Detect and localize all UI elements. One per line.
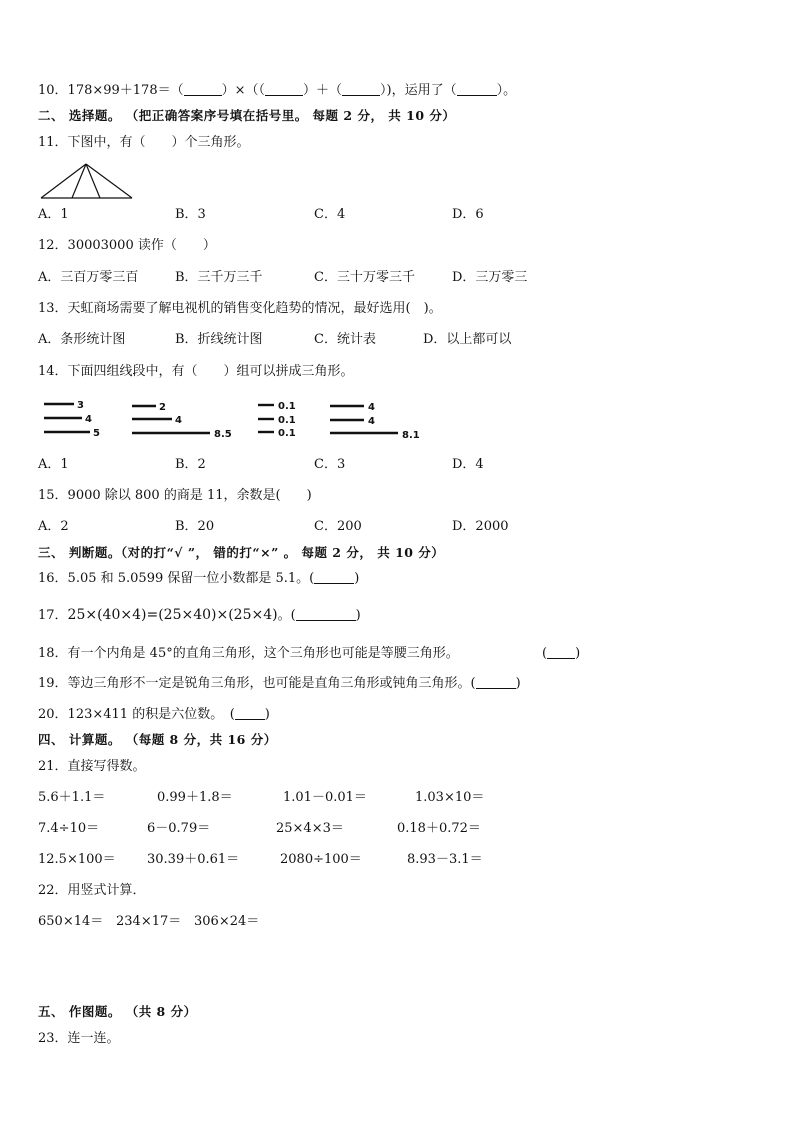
calc-item: 25×4×3＝ — [276, 821, 344, 836]
question-23-stem: 23．连一连。 — [38, 1031, 120, 1046]
segment-label: 0.1 — [278, 401, 296, 412]
calc-item: 1.01－0.01＝ — [283, 790, 367, 805]
vertical-calc-item: 650×14＝ — [38, 914, 104, 929]
q12-option-a[interactable]: A．三百万零三百 — [38, 270, 139, 285]
vertical-calc-item: 306×24＝ — [194, 914, 260, 929]
section-4-heading: 四、 计算题。 （每题 8 分，共 16 分） — [38, 732, 277, 747]
q14-option-c[interactable]: C．3 — [314, 457, 346, 472]
segment-label: 5 — [93, 428, 100, 439]
segment-label: 8.5 — [214, 429, 232, 440]
q11-option-c[interactable]: C．4 — [314, 207, 346, 222]
calc-item: 30.39＋0.61＝ — [147, 852, 240, 867]
question-20: 20．123×411 的积是六位数。 ( ) — [38, 707, 270, 722]
calc-item: 8.93－3.1＝ — [407, 852, 483, 867]
answer-blank[interactable] — [314, 570, 354, 584]
calc-item: 12.5×100＝ — [38, 852, 116, 867]
calc-item: 1.03×10＝ — [415, 790, 485, 805]
answer-blank[interactable] — [265, 82, 303, 96]
answer-blank[interactable] — [342, 82, 380, 96]
question-18-answer: ( ) — [542, 646, 581, 661]
question-21-stem: 21．直接写得数。 — [38, 759, 146, 774]
question-19: 19．等边三角形不一定是锐角三角形，也可能是直角三角形或钝角三角形。( ) — [38, 676, 521, 691]
q13-option-a[interactable]: A．条形统计图 — [38, 332, 126, 347]
q13-option-d[interactable]: D．以上都可以 — [423, 332, 512, 347]
q10-text: 10．178×99＋178＝（ — [38, 83, 184, 98]
segment-label: 3 — [77, 400, 84, 411]
q15-option-a[interactable]: A．2 — [38, 519, 69, 534]
calc-item: 7.4÷10＝ — [38, 821, 100, 836]
vertical-calc-item: 234×17＝ — [116, 914, 182, 929]
q14-option-b[interactable]: B．2 — [175, 457, 206, 472]
q13-option-c[interactable]: C．统计表 — [314, 332, 376, 347]
q11-option-d[interactable]: D．6 — [452, 207, 484, 222]
q11-option-a[interactable]: A．1 — [38, 207, 69, 222]
q12-option-c[interactable]: C．三十万零三千 — [314, 270, 415, 285]
question-18-text: 18．有一个内角是 45°的直角三角形，这个三角形也可能是等腰三角形。 — [38, 646, 459, 661]
answer-blank[interactable] — [476, 675, 516, 689]
q12-option-b[interactable]: B．三千万三千 — [175, 270, 263, 285]
question-16: 16．5.05 和 5.0599 保留一位小数都是 5.1。( ) — [38, 571, 360, 586]
answer-blank[interactable] — [184, 82, 222, 96]
segment-label: 2 — [159, 402, 166, 413]
calc-item: 0.18＋0.72＝ — [397, 821, 481, 836]
calc-item: 6－0.79＝ — [147, 821, 211, 836]
segment-label: 4 — [175, 415, 182, 426]
q14-option-d[interactable]: D．4 — [452, 457, 484, 472]
segment-label: 4 — [368, 416, 375, 427]
question-12-stem: 12．30003000 读作（ ） — [38, 238, 216, 253]
equation: 25×(40×4)=(25×40)×(25×4) — [67, 607, 278, 623]
calc-item: 0.99＋1.8＝ — [157, 790, 233, 805]
segment-label: 0.1 — [278, 428, 296, 439]
q11-option-b[interactable]: B．3 — [175, 207, 206, 222]
question-11-stem: 11．下图中，有（ ）个三角形。 — [38, 135, 250, 150]
q15-option-c[interactable]: C．200 — [314, 519, 362, 534]
question-14-stem: 14．下面四组线段中，有（ ）组可以拼成三角形。 — [38, 364, 354, 379]
triangle-figure — [40, 162, 134, 200]
answer-blank[interactable] — [547, 645, 575, 659]
question-17: 17．25×(40×4)=(25×40)×(25×4)。( ) — [38, 607, 361, 623]
section-5-heading: 五、 作图题。 （共 8 分） — [38, 1004, 197, 1019]
question-22-stem: 22．用竖式计算． — [38, 883, 146, 898]
segment-label: 8.1 — [402, 430, 420, 441]
calc-item: 5.6＋1.1＝ — [38, 790, 106, 805]
line-segments-figure — [38, 394, 438, 444]
answer-blank[interactable] — [296, 607, 356, 621]
q12-option-d[interactable]: D．三万零三 — [452, 270, 528, 285]
section-2-heading: 二、 选择题。 （把正确答案序号填在括号里。 每题 2 分， 共 10 分） — [38, 108, 456, 123]
question-13-stem: 13．天虹商场需要了解电视机的销售变化趋势的情况，最好选用( )。 — [38, 301, 442, 316]
segment-label: 0.1 — [278, 415, 296, 426]
q15-option-d[interactable]: D．2000 — [452, 519, 509, 534]
segment-label: 4 — [85, 414, 92, 425]
segment-label: 4 — [368, 402, 375, 413]
question-10: 10．178×99＋178＝（ ）×（（ ）＋（ ）)，运用了（ ）。 — [38, 83, 517, 98]
answer-blank[interactable] — [457, 82, 497, 96]
q15-option-b[interactable]: B．20 — [175, 519, 215, 534]
section-3-heading: 三、 判断题。（对的打“√ ”， 错的打“×” 。 每题 2 分， 共 10 分） — [38, 545, 445, 560]
q13-option-b[interactable]: B．折线统计图 — [175, 332, 263, 347]
calc-item: 2080÷100＝ — [280, 852, 362, 867]
answer-blank[interactable] — [235, 706, 265, 720]
question-15-stem: 15．9000 除以 800 的商是 11，余数是( ) — [38, 488, 312, 503]
q14-option-a[interactable]: A．1 — [38, 457, 69, 472]
